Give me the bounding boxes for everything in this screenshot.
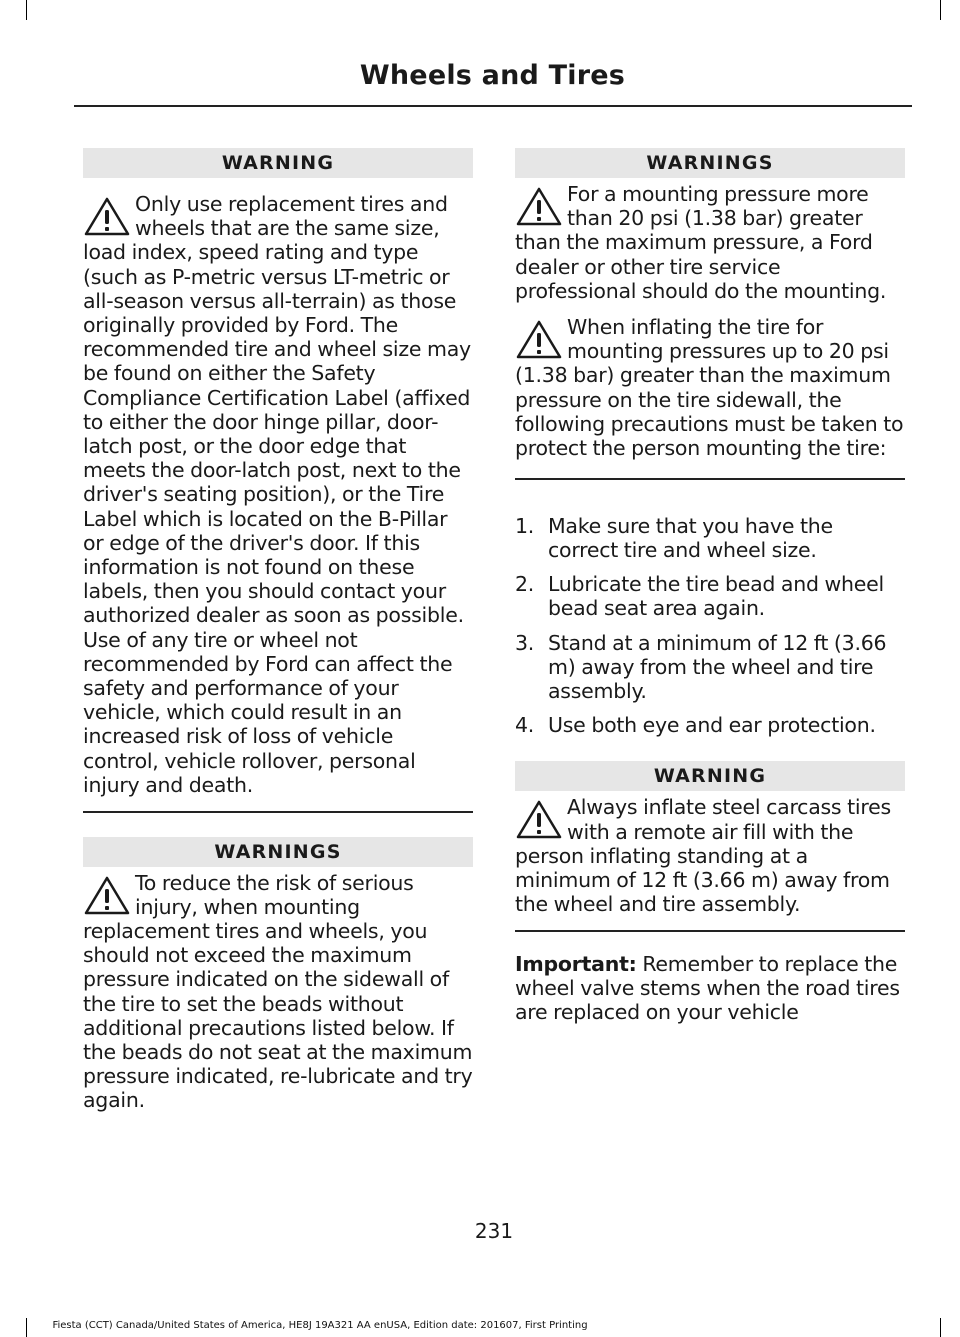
warning-triangle-icon	[83, 875, 131, 917]
header-divider	[74, 105, 912, 107]
warning-heading: WARNING	[515, 761, 905, 791]
warning-body	[515, 182, 905, 303]
crop-mark-top-left	[26, 0, 27, 20]
warning-text: Only use replacement tires and wheels that are the same size, load index, speed rating and type (such as P-metric versus LT-metric or all-season versus all-terrain) as those originally provided by Ford. The recommended tire and wheel size may be found on either the Safety Compliance Certification Label (affixed to either the door hinge pillar, door-latch post, or the door edge that meets the door-latch post, next to the driver's seating position), or the Tire Label which is located on the B-Pillar or edge of the driver's door. If this information is not found on these labels, then you should contact your authorized dealer as soon as possible. Use of any tire or wheel not recommended by Ford can affect the safety and performance of your vehicle, which could result in an increased risk of loss of vehicle control, vehicle rollover, personal injury and death.	[83, 192, 471, 797]
warning-text: Always inflate steel carcass tires with a remote air fill with the person inflating standing at a minimum of 12 ft (3.66 m) away from the wheel and tire assembly.	[515, 795, 891, 917]
crop-mark-top-right	[940, 0, 941, 20]
step-text: Stand at a minimum of 12 ft (3.66 m) away from the wheel and tire assembly.	[548, 630, 887, 703]
warning-body	[83, 871, 473, 1113]
list-item	[515, 514, 905, 562]
crop-mark-bottom-right	[940, 1318, 941, 1337]
warning-triangle-icon	[83, 196, 131, 238]
warnings-heading: WARNINGS	[83, 837, 473, 867]
edition-footer: Fiesta (CCT) Canada/United States of America, HE8J 19A321 AA enUSA, Edition date: 201607, First Printing	[52, 1320, 588, 1331]
step-number: 2.	[515, 572, 535, 597]
warning-text: When inflating the tire for mounting pressures up to 20 psi (1.38 bar) greater than the maximum pressure on the tire sidewall, the following precautions must be taken to protect the person mounting the tire:	[515, 315, 904, 461]
step-number: 1.	[515, 513, 535, 538]
warnings-section	[83, 837, 473, 1113]
warnings-heading: WARNINGS	[515, 148, 905, 178]
right-column	[515, 148, 905, 1024]
warning-heading: WARNING	[83, 148, 473, 178]
warning-triangle-icon	[515, 799, 563, 841]
step-text: Use both eye and ear protection.	[548, 713, 876, 738]
page-number: 231	[474, 1219, 514, 1243]
important-note	[515, 952, 905, 1025]
list-item	[515, 713, 905, 737]
step-number: 4.	[515, 713, 535, 738]
important-text: Remember to replace the wheel valve stems when the road tires are replaced on your vehicle	[515, 951, 900, 1025]
warning-triangle-icon	[515, 319, 563, 361]
warning-body	[83, 192, 473, 797]
step-text: Make sure that you have the correct tire and wheel size.	[548, 513, 833, 562]
warning-section	[515, 761, 905, 932]
warning-text: To reduce the risk of serious injury, when mounting replacement tires and wheels, you should not exceed the maximum pressure indicated on the sidewall of the tire to set the beads without additional precautions listed below. If the beads do not seat at the maximum pressure indicated, re-lubricate and try again.	[83, 870, 473, 1113]
page-header-title: Wheels and Tires	[359, 60, 625, 91]
warning-text: For a mounting pressure more than 20 psi (1.38 bar) greater than the maximum pressure, a Ford dealer or other tire service professional should do the mounting.	[515, 182, 887, 303]
warnings-section	[515, 148, 905, 480]
precaution-steps-list	[515, 514, 905, 738]
left-column	[83, 148, 473, 1113]
step-number: 3.	[515, 630, 535, 655]
step-text: Lubricate the tire bead and wheel bead seat area again.	[548, 572, 884, 621]
warning-body	[515, 315, 905, 460]
warning-body	[515, 795, 905, 916]
important-label: Important:	[515, 951, 637, 976]
list-item	[515, 572, 905, 620]
warning-section	[83, 148, 473, 813]
warning-triangle-icon	[515, 186, 563, 228]
list-item	[515, 631, 905, 704]
